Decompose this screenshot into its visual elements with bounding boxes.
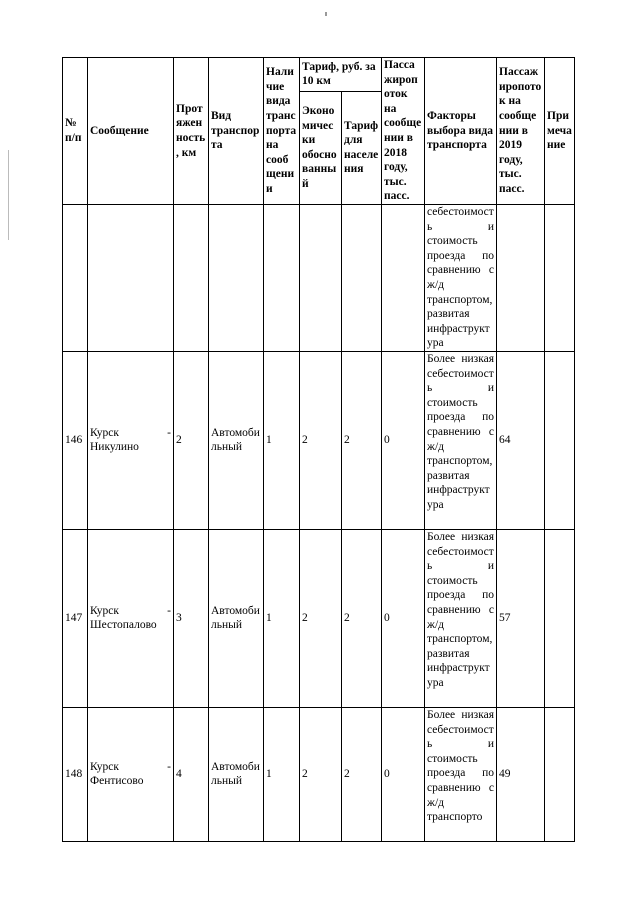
cell-empty — [300, 204, 342, 351]
cell-note — [545, 707, 575, 841]
cell-pass-2018: 0 — [382, 529, 425, 707]
cell-pass-2019: 57 — [497, 529, 545, 707]
cell-tariff-pop: 2 — [342, 351, 382, 529]
cell-empty — [497, 204, 545, 351]
cell-transport: Автомобильный — [209, 351, 264, 529]
scan-artifact — [8, 150, 9, 240]
header-tariff-econ: Экономически обоснованный — [300, 91, 342, 204]
cell-empty — [174, 204, 209, 351]
transport-table — [62, 57, 575, 842]
cell-tariff-econ: 2 — [300, 529, 342, 707]
route-destination: Шестопалово — [90, 619, 157, 632]
header-tariff-group: Тариф, руб. за 10 км — [300, 58, 382, 92]
cell-pass-2019: 64 — [497, 351, 545, 529]
cell-note — [545, 351, 575, 529]
route-dash: - — [167, 760, 171, 773]
cell-presence: 1 — [264, 351, 300, 529]
cell-factors-continued: себестоимость и стоимость проезда по сравнению с ж/д транспортом, развитая инфраструктура — [425, 204, 497, 351]
header-note: Примечание — [545, 58, 575, 205]
cell-empty — [63, 204, 88, 351]
cell-pass-2018: 0 — [382, 707, 425, 841]
cell-length: 2 — [174, 351, 209, 529]
cell-tariff-pop: 2 — [342, 529, 382, 707]
cell-empty — [209, 204, 264, 351]
cell-route — [88, 529, 174, 707]
table-row — [63, 351, 575, 529]
header-transport: Вид транспорта — [209, 58, 264, 205]
cell-pass-2019: 49 — [497, 707, 545, 841]
cell-transport: Автомобильный — [209, 707, 264, 841]
cell-transport: Автомобильный — [209, 529, 264, 707]
cell-tariff-econ: 2 — [300, 351, 342, 529]
cell-empty — [382, 204, 425, 351]
scan-artifact — [325, 12, 327, 16]
cell-empty — [545, 204, 575, 351]
route-origin: Курск — [90, 426, 119, 439]
cell-presence: 1 — [264, 529, 300, 707]
table-row — [63, 707, 575, 841]
cell-tariff-pop: 2 — [342, 707, 382, 841]
cell-empty — [342, 204, 382, 351]
route-dash: - — [167, 426, 171, 439]
route-origin: Курск — [90, 760, 119, 773]
header-tariff-pop: Тариф для населения — [342, 91, 382, 204]
cell-num: 147 — [63, 529, 88, 707]
cell-route — [88, 707, 174, 841]
header-presence: Наличие вида транспорта на сообщении — [264, 58, 300, 205]
route-destination: Никулино — [90, 441, 139, 454]
header-factors: Факторы выбора вида транспорта — [425, 58, 497, 205]
cell-length: 4 — [174, 707, 209, 841]
table-row-continuation — [63, 204, 575, 351]
cell-empty — [88, 204, 174, 351]
route-dash: - — [167, 604, 171, 617]
cell-length: 3 — [174, 529, 209, 707]
header-route: Сообщение — [88, 58, 174, 205]
header-row — [63, 58, 575, 92]
header-pass-2019: Пассажиропоток на сообщении в 2019 году, тыс. пасс. — [497, 58, 545, 205]
cell-num: 148 — [63, 707, 88, 841]
header-num: № п/п — [63, 58, 88, 205]
cell-tariff-econ: 2 — [300, 707, 342, 841]
cell-empty — [264, 204, 300, 351]
header-length: Протяженность, км — [174, 58, 209, 205]
cell-route — [88, 351, 174, 529]
table-row — [63, 529, 575, 707]
cell-factors: Более низкая себестоимость и стоимость проезда по сравнению с ж/д транспортом, развитая инфраструктура — [425, 529, 497, 707]
cell-factors: Более низкая себестоимость и стоимость проезда по сравнению с ж/д транспортом, развитая инфраструктура — [425, 351, 497, 529]
cell-presence: 1 — [264, 707, 300, 841]
cell-pass-2018: 0 — [382, 351, 425, 529]
cell-factors: Более низкая себестоимость и стоимость проезда по сравнению с ж/д транспорто — [425, 707, 497, 841]
cell-note — [545, 529, 575, 707]
route-destination: Фентисово — [90, 775, 144, 788]
route-origin: Курск — [90, 604, 119, 617]
cell-num: 146 — [63, 351, 88, 529]
header-pass-2018: Пассажиропоток на сообщении в 2018 году, тыс. пасс. — [382, 58, 425, 205]
